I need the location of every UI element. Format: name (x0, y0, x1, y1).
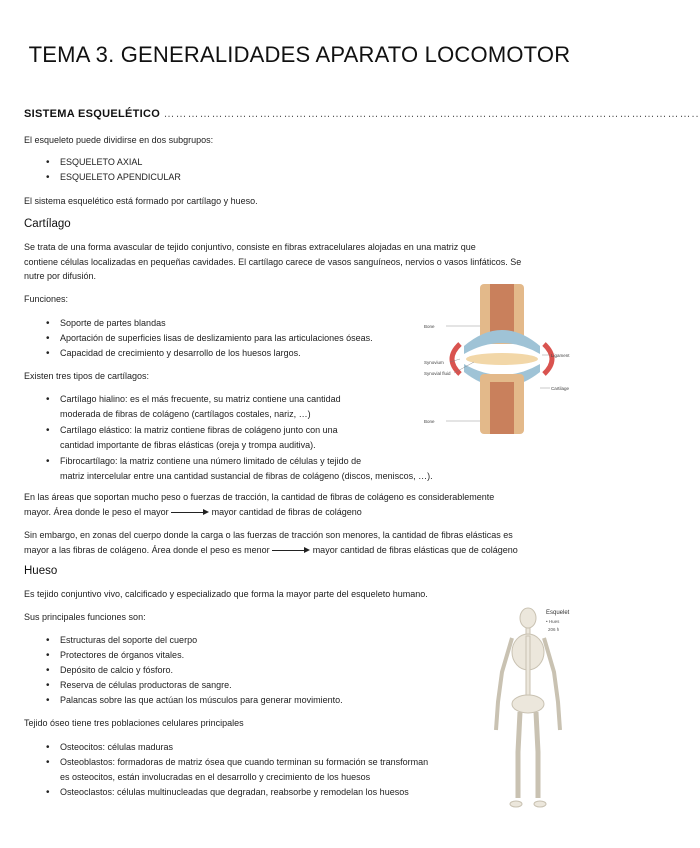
list-item: • ESQUELETO AXIAL (24, 155, 424, 170)
synovial-joint-illustration (424, 284, 574, 434)
list-item: • Protectores de órganos vitales. (24, 648, 444, 663)
text-line: • Cartílago elástico: la matriz contiene fibras de colágeno junto con una (60, 425, 338, 435)
upper-marrow-shape (490, 284, 514, 336)
skeleton-caption-1: • Hues (546, 619, 560, 624)
section-heading (24, 108, 700, 120)
text-line: moderada de fibras de colágeno (cartílagos costales, nariz, …) (60, 409, 311, 419)
cartilago-tipos-list (24, 392, 464, 484)
list-item: • Capacidad de crecimiento y desarrollo de los huesos largos. (24, 346, 424, 361)
section-heading-dots: …………………………………………………………………………………………………………………….. (163, 108, 700, 120)
skeleton-illustration (488, 602, 578, 814)
text-line: contiene células localizadas en pequeñas cavidades. El cartílago carece de vasos sanguíneos, nervios o vasos linfáticos. Se (24, 256, 522, 267)
list-item (24, 740, 494, 755)
text-line: es osteocitos, están involucradas en el desarrollo y crecimiento de los huesos (60, 772, 371, 782)
elasticas-paragraph (24, 528, 584, 557)
upper-cartilage-shape (464, 330, 540, 354)
list-item (24, 755, 494, 785)
text-fragment: mayor a las fibras de colágeno. Área donde el peso es menor (24, 544, 270, 555)
text-line: • Osteoclastos: células multinucleadas que degradan, reabsorbe y remodelan los huesos (60, 787, 409, 797)
subgroup-list (24, 155, 424, 185)
text-line: • Cartílago hialino: es el más frecuente, su matriz contiene una cantidad (60, 394, 341, 404)
label-bone-bottom: Bone (424, 419, 435, 424)
synovial-fluid-shape (466, 353, 538, 365)
list-item: • ESQUELETO APENDICULAR (24, 170, 424, 185)
intro-composition: El sistema esquelético está formado por cartílago y hueso. (24, 196, 258, 206)
hueso-funciones-label: Sus principales funciones son: (24, 612, 146, 622)
funciones-label: Funciones: (24, 294, 69, 304)
text-line: nutre por difusión. (24, 271, 97, 281)
list-item: • Reserva de células productoras de sangre. (24, 678, 444, 693)
skeleton-title: Esquelet (546, 610, 570, 616)
text-fragment: mayor cantidad de fibras de colágeno (211, 506, 362, 517)
cartilago-description (24, 240, 584, 284)
text-line: Sin embargo, en zonas del cuerpo donde la carga o las fuerzas de tracción son menores, la cantidad de fibras elásticas es (24, 530, 513, 540)
list-item: • Estructuras del soporte del cuerpo (24, 633, 444, 648)
text-line: • Fibrocartílago: la matriz contiene una número limitado de células y tejido de (60, 456, 362, 466)
arrow-icon (272, 547, 310, 554)
label-ligament: Ligament (551, 353, 570, 358)
hueso-funciones-list (24, 633, 444, 708)
section-heading-text: SISTEMA ESQUELÉTICO (24, 108, 161, 120)
celulas-list (24, 740, 494, 800)
label-cartilage: Cartilage (551, 386, 570, 391)
hueso-description: Es tejido conjuntivo vivo, calcificado y especializado que forma la mayor parte del esqueleto humano. (24, 589, 428, 599)
lower-marrow-shape (490, 382, 514, 434)
hueso-heading: Hueso (24, 565, 58, 577)
text-line: Se trata de una forma avascular de tejido conjuntivo, consiste en fibras extracelulares alojadas en una matriz que (24, 242, 476, 252)
tipos-label: Existen tres tipos de cartílagos: (24, 371, 150, 381)
list-item: • Soporte de partes blandas (24, 316, 424, 331)
cartilago-heading: Cartílago (24, 218, 71, 230)
list-item (24, 454, 464, 484)
traccion-paragraph (24, 490, 584, 519)
text-line (24, 505, 584, 520)
list-item: • Palancas sobre las que actúan los músculos para generar movimiento. (24, 693, 444, 708)
list-item (24, 785, 494, 800)
list-item: • Aportación de superficies lisas de deslizamiento para las articulaciones óseas. (24, 331, 424, 346)
cartilago-funciones-list (24, 316, 424, 361)
intro-paragraph: El esqueleto puede dividirse en dos subgrupos: (24, 135, 214, 145)
text-line (24, 543, 584, 558)
text-line: En las áreas que soportan mucho peso o fuerzas de tracción, la cantidad de fibras de colágeno es considerablemente (24, 492, 495, 502)
text-fragment: mayor cantidad de fibras elásticas que de colágeno (312, 544, 518, 555)
text-line: • Osteoblastos: formadoras de matriz ósea que cuando terminan su formación se transforman (60, 757, 429, 767)
list-item (24, 423, 464, 453)
text-line: cantidad importante de fibras elásticas (oreja y trompa auditiva). (60, 440, 316, 450)
page-title: TEMA 3. GENERALIDADES APARATO LOCOMOTOR (28, 42, 571, 67)
label-bone-top: Bone (424, 324, 435, 329)
celulas-label: Tejido óseo tiene tres poblaciones celulares principales (24, 718, 244, 728)
text-line: • Osteocitos: células maduras (60, 742, 174, 752)
label-synovium: Synovium (424, 360, 444, 365)
label-synovial-fluid: Synovial fluid (424, 371, 451, 376)
text-fragment: mayor. Área donde le peso el mayor (24, 506, 169, 517)
arrow-icon (171, 509, 209, 516)
list-item: • Depósito de calcio y fósforo. (24, 663, 444, 678)
text-line: matriz intercelular entre una cantidad sustancial de fibras de colágeno (discos, meniscos, …). (60, 471, 433, 481)
skeleton-caption-2: 206 h (548, 627, 560, 632)
list-item (24, 392, 464, 422)
